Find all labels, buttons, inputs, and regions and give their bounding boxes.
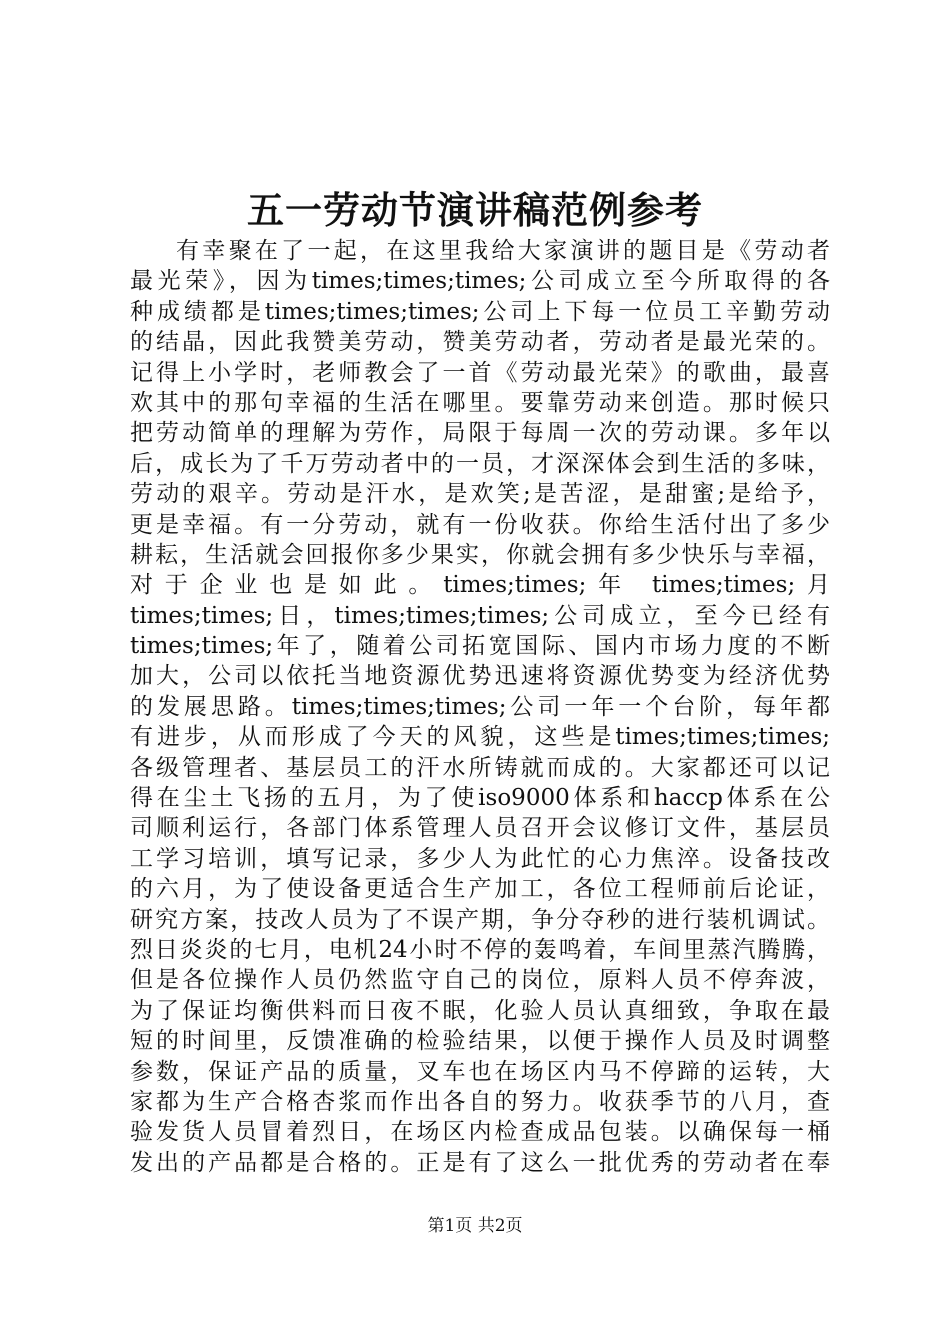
body-line: 最光荣》，因为times;times;times;公司成立至今所取得的各	[130, 268, 830, 295]
body-line: 耕耘，生活就会回报你多少果实，你就会拥有多少快乐与幸福，	[130, 541, 830, 568]
body-line: 验发货人员冒着烈日，在场区内检查成品包装。以确保每一桶	[130, 1119, 830, 1146]
body-line: 欢其中的那句幸福的生活在哪里。要靠劳动来创造。那时候只	[130, 389, 830, 416]
body-line: 得在尘土飞扬的五月，为了使iso9000体系和haccp体系在公	[130, 785, 830, 812]
body-line: 有幸聚在了一起，在这里我给大家演讲的题目是《劳动者	[176, 238, 830, 264]
document-body	[130, 236, 830, 1178]
body-line: 各级管理者、基层员工的汗水所铸就而成的。大家都还可以记	[130, 754, 830, 781]
body-line: 记得上小学时，老师教会了一首《劳动最光荣》的歌曲，最喜	[130, 359, 830, 386]
body-line: 研究方案，技改人员为了不误产期，争分夺秒的进行装机调试。	[130, 906, 830, 933]
body-line: 对于企业也是如此。times;times;年 times;times;月	[130, 572, 830, 599]
page-footer: 第1页 共2页	[427, 1216, 523, 1236]
body-line: 工学习培训，填写记录，多少人为此忙的心力焦淬。设备技改	[130, 845, 830, 872]
body-line: 种成绩都是times;times;times;公司上下每一位员工辛勤劳动	[130, 298, 830, 325]
body-line: 发出的产品都是合格的。正是有了这么一批优秀的劳动者在奉	[130, 1149, 830, 1176]
document-title: 五一劳动节演讲稿范例参考	[247, 188, 703, 232]
body-line: 的六月，为了使设备更适合生产加工，各位工程师前后论证，	[130, 876, 830, 903]
body-line: 劳动的艰辛。劳动是汗水，是欢笑;是苦涩，是甜蜜;是给予，	[130, 481, 830, 508]
body-line: 烈日炎炎的七月，电机24小时不停的轰鸣着，车间里蒸汽腾腾，	[130, 936, 830, 963]
body-line: 短的时间里，反馈准确的检验结果，以便于操作人员及时调整	[130, 1028, 830, 1055]
body-line: 参数，保证产品的质量，叉车也在场区内马不停蹄的运转，大	[130, 1058, 830, 1085]
body-line: 的结晶，因此我赞美劳动，赞美劳动者，劳动者是最光荣的。	[130, 329, 830, 356]
body-line: 的发展思路。times;times;times;公司一年一个台阶，每年都	[130, 693, 830, 720]
body-line: 把劳动简单的理解为劳作，局限于每周一次的劳动课。多年以	[130, 420, 830, 447]
body-line: times;times;日，times;times;times;公司成立，至今已经有	[130, 602, 830, 629]
body-line: 后，成长为了千万劳动者中的一员，才深深体会到生活的多味，	[130, 450, 830, 477]
body-line: 更是幸福。有一分劳动，就有一份收获。你给生活付出了多少	[130, 511, 830, 538]
body-line: 家都为生产合格杏浆而作出各自的努力。收获季节的八月，查	[130, 1088, 830, 1115]
body-line: 司顺利运行，各部门体系管理人员召开会议修订文件，基层员	[130, 815, 830, 842]
body-line: 为了保证均衡供料而日夜不眠，化验人员认真细致，争取在最	[130, 997, 830, 1024]
body-line: times;times;年了，随着公司拓宽国际、国内市场力度的不断	[130, 633, 830, 660]
body-line: 但是各位操作人员仍然监守自己的岗位，原料人员不停奔波，	[130, 967, 830, 994]
body-line: 有进步，从而形成了今天的风貌，这些是times;times;times;	[130, 724, 830, 751]
body-line: 加大，公司以依托当地资源优势迅速将资源优势变为经济优势	[130, 663, 830, 690]
